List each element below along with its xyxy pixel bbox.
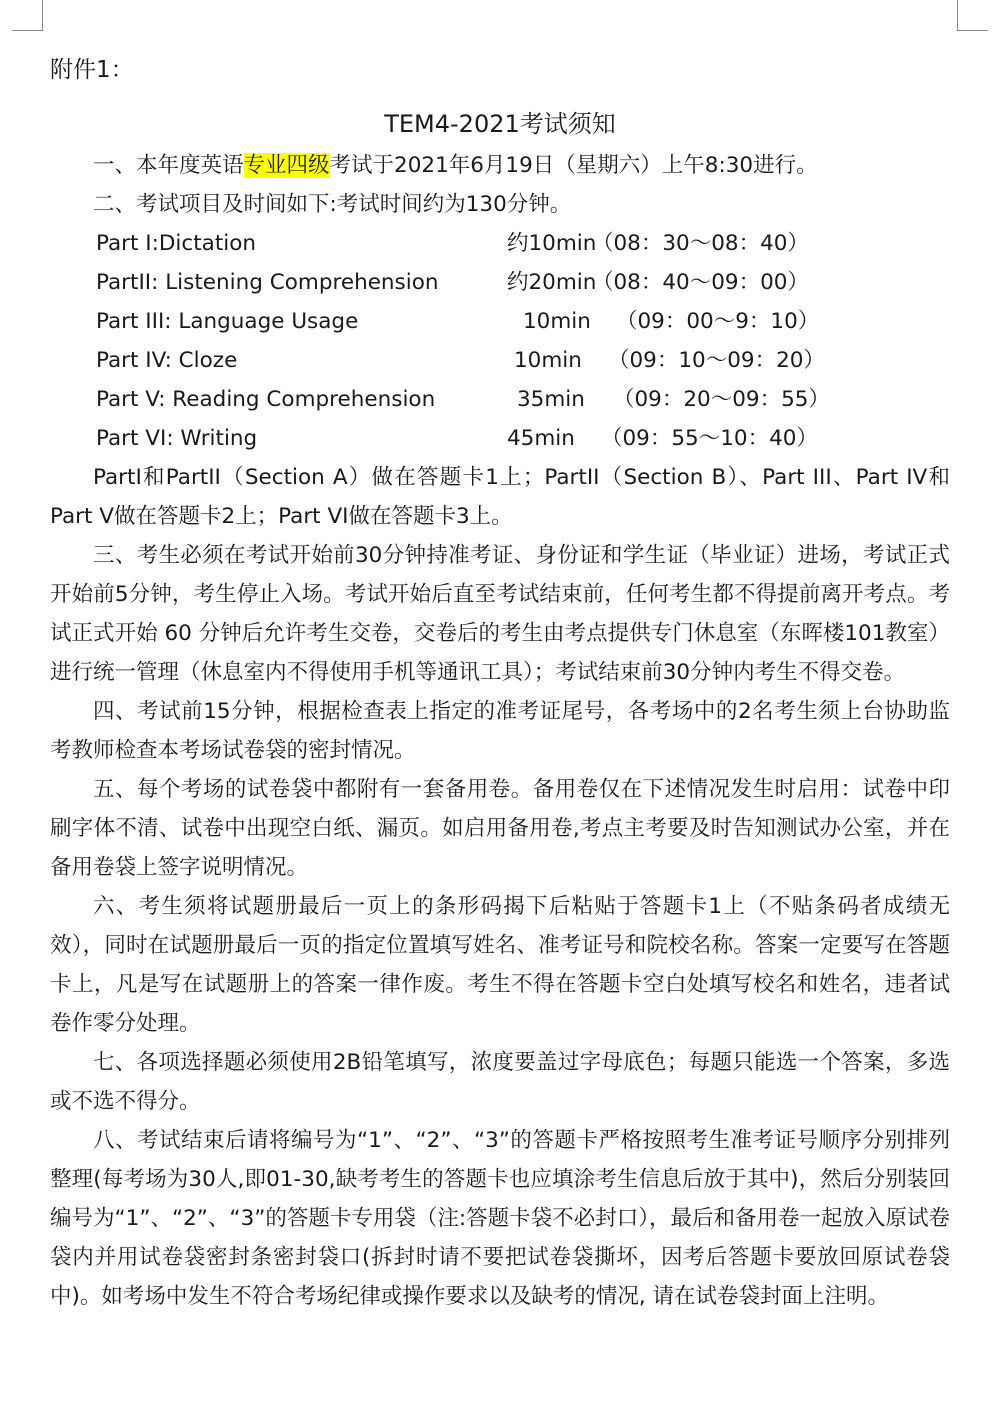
item1-before: 一、本年度英语	[93, 153, 244, 178]
part-time: （08：40～09：00）	[592, 270, 809, 295]
document-body	[50, 50, 950, 1316]
part-time: （09：00～9：10）	[616, 309, 820, 334]
page-title: TEM4-2021考试须知	[384, 110, 616, 138]
part-duration: 35min	[517, 387, 585, 412]
exam-schedule	[96, 224, 950, 458]
part-duration: 约10min	[507, 231, 597, 256]
part-duration: 10min	[523, 309, 591, 334]
part-time: （09：10～09：20）	[608, 348, 825, 373]
schedule-row-part-1	[96, 224, 950, 263]
notice-item-4: 四、考试前15分钟，根据检查表上指定的准考证尾号，各考场中的2名考生须上台协助监考教师检查本考场试卷袋的密封情况。	[50, 699, 950, 763]
notice-item-2: 二、考试项目及时间如下:考试时间约为130分钟。	[93, 192, 572, 217]
notice-item-7: 七、各项选择题必须使用2B铅笔填写，浓度要盖过字母底色；每题只能选一个答案，多选或不选不得分。	[50, 1050, 950, 1114]
notice-item-1	[50, 146, 950, 185]
highlighted-text: 专业四级	[243, 153, 330, 178]
part-duration: 45min	[507, 426, 575, 451]
attachment-label: 附件1：	[50, 57, 134, 83]
page-corner-mark-left	[12, 0, 43, 31]
schedule-row-part-4	[96, 341, 950, 380]
schedule-row-part-2	[96, 263, 950, 302]
notice-item-5: 五、每个考场的试卷袋中都附有一套备用卷。备用卷仅在下述情况发生时启用：试卷中印刷字体不清、试卷中出现空白纸、漏页。如启用备用卷,考点主考要及时告知测试办公室，并在备用卷袋上签字说明情况。	[50, 777, 950, 880]
schedule-row-part-6	[96, 419, 950, 458]
schedule-row-part-5	[96, 380, 950, 419]
part-name: Part V: Reading Comprehension	[96, 387, 436, 412]
notice-item-6: 六、考生须将试题册最后一页上的条形码揭下后粘贴于答题卡1上（不贴条码者成绩无效），同时在试题册最后一页的指定位置填写姓名、准考证号和院校名称。答案一定要写在答题卡上，凡是写在试题册上的答案一律作废。考生不得在答题卡空白处填写校名和姓名，违者试卷作零分处理。	[50, 894, 950, 1036]
part-duration: 约20min	[507, 270, 597, 295]
part-name: Part IV: Cloze	[96, 348, 238, 373]
part-duration: 10min	[514, 348, 582, 373]
page-corner-mark-right	[957, 0, 988, 31]
schedule-row-part-3	[96, 302, 950, 341]
notice-item-8: 八、考试结束后请将编号为“1”、“2”、“3”的答题卡严格按照考生准考证号顺序分别排列整理(每考场为30人,即01-30,缺考考生的答题卡也应填涂考生信息后放于其中)，然后分别装回编号为“1”、“2”、“3”的答题卡专用袋（注:答题卡袋不必封口），最后和备用卷一起放入原试卷袋内并用试卷袋密封条密封袋口(拆封时请不要把试卷袋撕坏，因考后答题卡要放回原试卷袋中)。如考场中发生不符合考场纪律或操作要求以及缺考的情况, 请在试卷袋封面上注明。	[50, 1128, 950, 1309]
notice-item-3: 三、考生必须在考试开始前30分钟持准考证、身份证和学生证（毕业证）进场，考试正式开始前5分钟，考生停止入场。考试开始后直至考试结束前，任何考生都不得提前离开考点。考试正式开始 60 分钟后允许考生交卷，交卷后的考生由考点提供专门休息室（东晖楼101教室）进行统一管理（休息室内不得使用手机等通讯工具）；考试结束前30分钟内考生不得交卷。	[50, 543, 950, 685]
part-name: Part VI: Writing	[96, 426, 258, 451]
item1-after: 考试于2021年6月19日（星期六）上午8:30进行。	[329, 153, 818, 178]
part-time: （09：20～09：55）	[613, 387, 830, 412]
part-time: （09：55～10：40）	[601, 426, 818, 451]
part-name: Part III: Language Usage	[96, 309, 359, 334]
part-name: Part I:Dictation	[96, 231, 257, 256]
part-name: PartII: Listening Comprehension	[96, 270, 439, 295]
part-time: （08：30～08：40）	[592, 231, 809, 256]
answer-sheet-note: PartI和PartII（Section A）做在答题卡1上；PartII（Section B）、Part III、Part IV和Part V做在答题卡2上；Part VI做在答题卡3上。	[50, 465, 950, 529]
